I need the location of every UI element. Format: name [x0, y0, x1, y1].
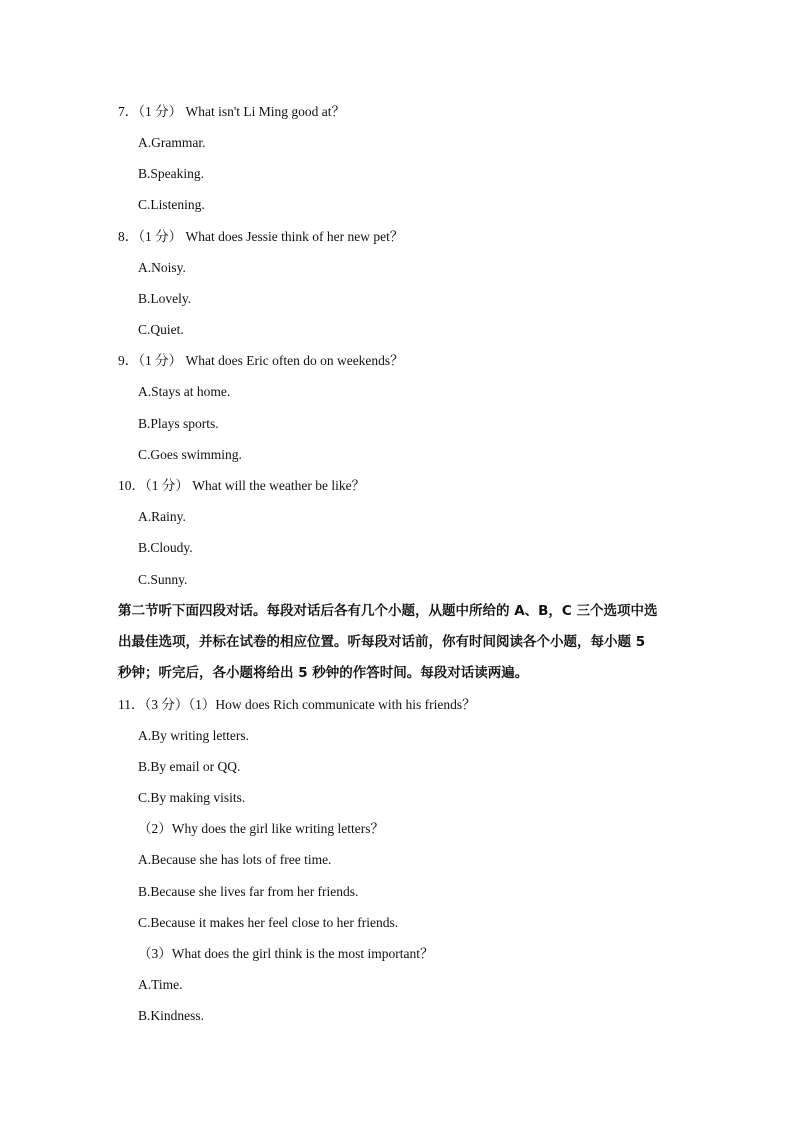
- question-10-stem: 10．（1 分） What will the weather be like？: [118, 478, 366, 493]
- question-9-option-b: B.Plays sports.: [138, 416, 219, 431]
- section-intro-line-3: 秒钟；听完后，各小题将给出 5 秒钟的作答时间。每段对话读两遍。: [118, 665, 529, 681]
- question-10-option-b: B.Cloudy.: [138, 540, 193, 555]
- question-11-3-option-b: B.Kindness.: [138, 1008, 205, 1023]
- section-intro-line-2: 出最佳选项，并标在试卷的相应位置。听每段对话前，你有时间阅读各个小题，每小题 5: [118, 634, 646, 650]
- question-11-2-option-c: C.Because it makes her feel close to her friends.: [138, 915, 399, 930]
- question-9-option-c: C.Goes swimming.: [138, 447, 242, 462]
- question-7-option-a: A.Grammar.: [138, 135, 206, 150]
- question-9-stem: 9．（1 分） What does Eric often do on weekends？: [118, 353, 404, 368]
- section-intro-line-1: 第二节听下面四段对话。每段对话后各有几个小题，从题中所给的 A、B，C 三个选项中选: [118, 603, 658, 619]
- question-11-1-option-c: C.By making visits.: [138, 790, 246, 805]
- question-11-2-option-b: B.Because she lives far from her friends.: [138, 884, 359, 899]
- question-10-option-c: C.Sunny.: [138, 572, 188, 587]
- question-11-1-option-a: A.By writing letters.: [138, 728, 249, 743]
- question-11-2-option-a: A.Because she has lots of free time.: [138, 852, 332, 867]
- question-11-3-stem: （3）What does the girl think is the most important？: [138, 946, 434, 961]
- question-10-option-a: A.Rainy.: [138, 509, 186, 524]
- question-11-stem: 11．（3 分）（1）How does Rich communicate with his friends？: [118, 697, 476, 712]
- question-7-stem: 7．（1 分） What isn't Li Ming good at？: [118, 104, 346, 119]
- question-8-stem: 8．（1 分） What does Jessie think of her new pet？: [118, 229, 404, 244]
- question-8-option-b: B.Lovely.: [138, 291, 192, 306]
- question-8-option-a: A.Noisy.: [138, 260, 186, 275]
- question-11-2-stem: （2）Why does the girl like writing letters？: [138, 821, 384, 836]
- question-11-1-option-b: B.By email or QQ.: [138, 759, 241, 774]
- question-7-option-b: B.Speaking.: [138, 166, 204, 181]
- question-7-option-c: C.Listening.: [138, 197, 205, 212]
- question-8-option-c: C.Quiet.: [138, 322, 184, 337]
- question-9-option-a: A.Stays at home.: [138, 384, 231, 399]
- question-11-3-option-a: A.Time.: [138, 977, 183, 992]
